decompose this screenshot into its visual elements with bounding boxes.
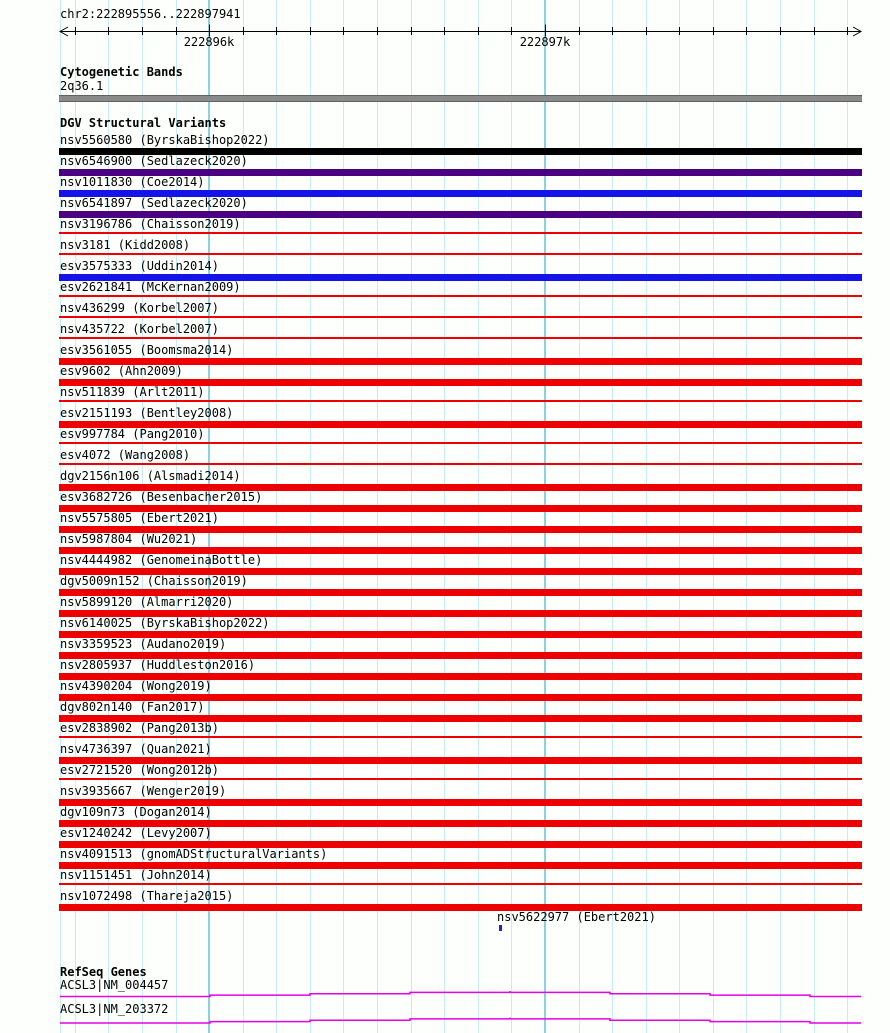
variant-label: nsv435722 (Korbel2007) [60,322,219,336]
variant-label: nsv6140025 (ByrskaBishop2022) [60,616,270,630]
variant-label: nsv3359523 (Audano2019) [60,637,227,651]
variant-label: nsv5575805 (Ebert2021) [60,511,219,525]
variant-label: nsv5987804 (Wu2021) [60,532,198,546]
gene-model[interactable] [60,991,861,997]
variant-label: nsv4390204 (Wong2019) [60,679,212,693]
dgv-track-title: DGV Structural Variants [60,116,227,130]
gene-label: ACSL3|NM_203372 [60,1002,169,1016]
variant-label: esv997784 (Pang2010) [60,427,205,441]
region-coordinates: chr2:222895556..222897941 [60,7,241,21]
band-name-label: 2q36.1 [60,79,104,93]
variant-label: nsv4736397 (Quan2021) [60,742,212,756]
variant-label: nsv4444982 (GenomeinaBottle) [60,553,263,567]
variant-label: esv1240242 (Levy2007) [60,826,212,840]
ruler-tick-label: 222897k [519,35,571,49]
variant-label: dgv2156n106 (Alsmadi2014) [60,469,241,483]
variant-label: esv3561055 (Boomsma2014) [60,343,234,357]
variant-label: dgv5009n152 (Chaisson2019) [60,574,248,588]
cytogenetic-bands-title: Cytogenetic Bands [60,65,183,79]
variant-label: esv3575333 (Uddin2014) [60,259,219,273]
variant-label: esv2151193 (Bentley2008) [60,406,234,420]
variant-label: esv4072 (Wang2008) [60,448,191,462]
variant-label: dgv802n140 (Fan2017) [60,700,205,714]
variant-label: nsv3196786 (Chaisson2019) [60,217,241,231]
variant-label: nsv511839 (Arlt2011) [60,385,205,399]
variant-label: nsv6541897 (Sedlazeck2020) [60,196,248,210]
variant-label: nsv5560580 (ByrskaBishop2022) [60,133,270,147]
gene-label: ACSL3|NM_004457 [60,978,169,992]
variant-label: nsv5899120 (Almarri2020) [60,595,234,609]
variant-label: esv2621841 (McKernan2009) [60,280,241,294]
variant-label: nsv436299 (Korbel2007) [60,301,219,315]
variant-label: nsv5622977 (Ebert2021) [497,910,656,924]
refseq-genes-title: RefSeq Genes [60,965,147,979]
gene-model[interactable] [60,1018,861,1024]
variant-label: nsv1011830 (Coe2014) [60,175,205,189]
variant-label: nsv2805937 (Huddleston2016) [60,658,256,672]
ruler-tick-label: 222896k [183,35,235,49]
variant-label: nsv1072498 (Thareja2015) [60,889,234,903]
variant-label: esv2721520 (Wong2012b) [60,763,219,777]
variant-label: nsv6546900 (Sedlazeck2020) [60,154,248,168]
variant-label: esv2838902 (Pang2013b) [60,721,219,735]
variant-label: esv9602 (Ahn2009) [60,364,183,378]
variant-label: dgv109n73 (Dogan2014) [60,805,212,819]
variant-label: nsv3181 (Kidd2008) [60,238,191,252]
variant-label: esv3682726 (Besenbacher2015) [60,490,263,504]
variant-label: nsv3935667 (Wenger2019) [60,784,227,798]
variant-label: nsv1151451 (John2014) [60,868,212,882]
variant-label: nsv4091513 (gnomADStructuralVariants) [60,847,328,861]
